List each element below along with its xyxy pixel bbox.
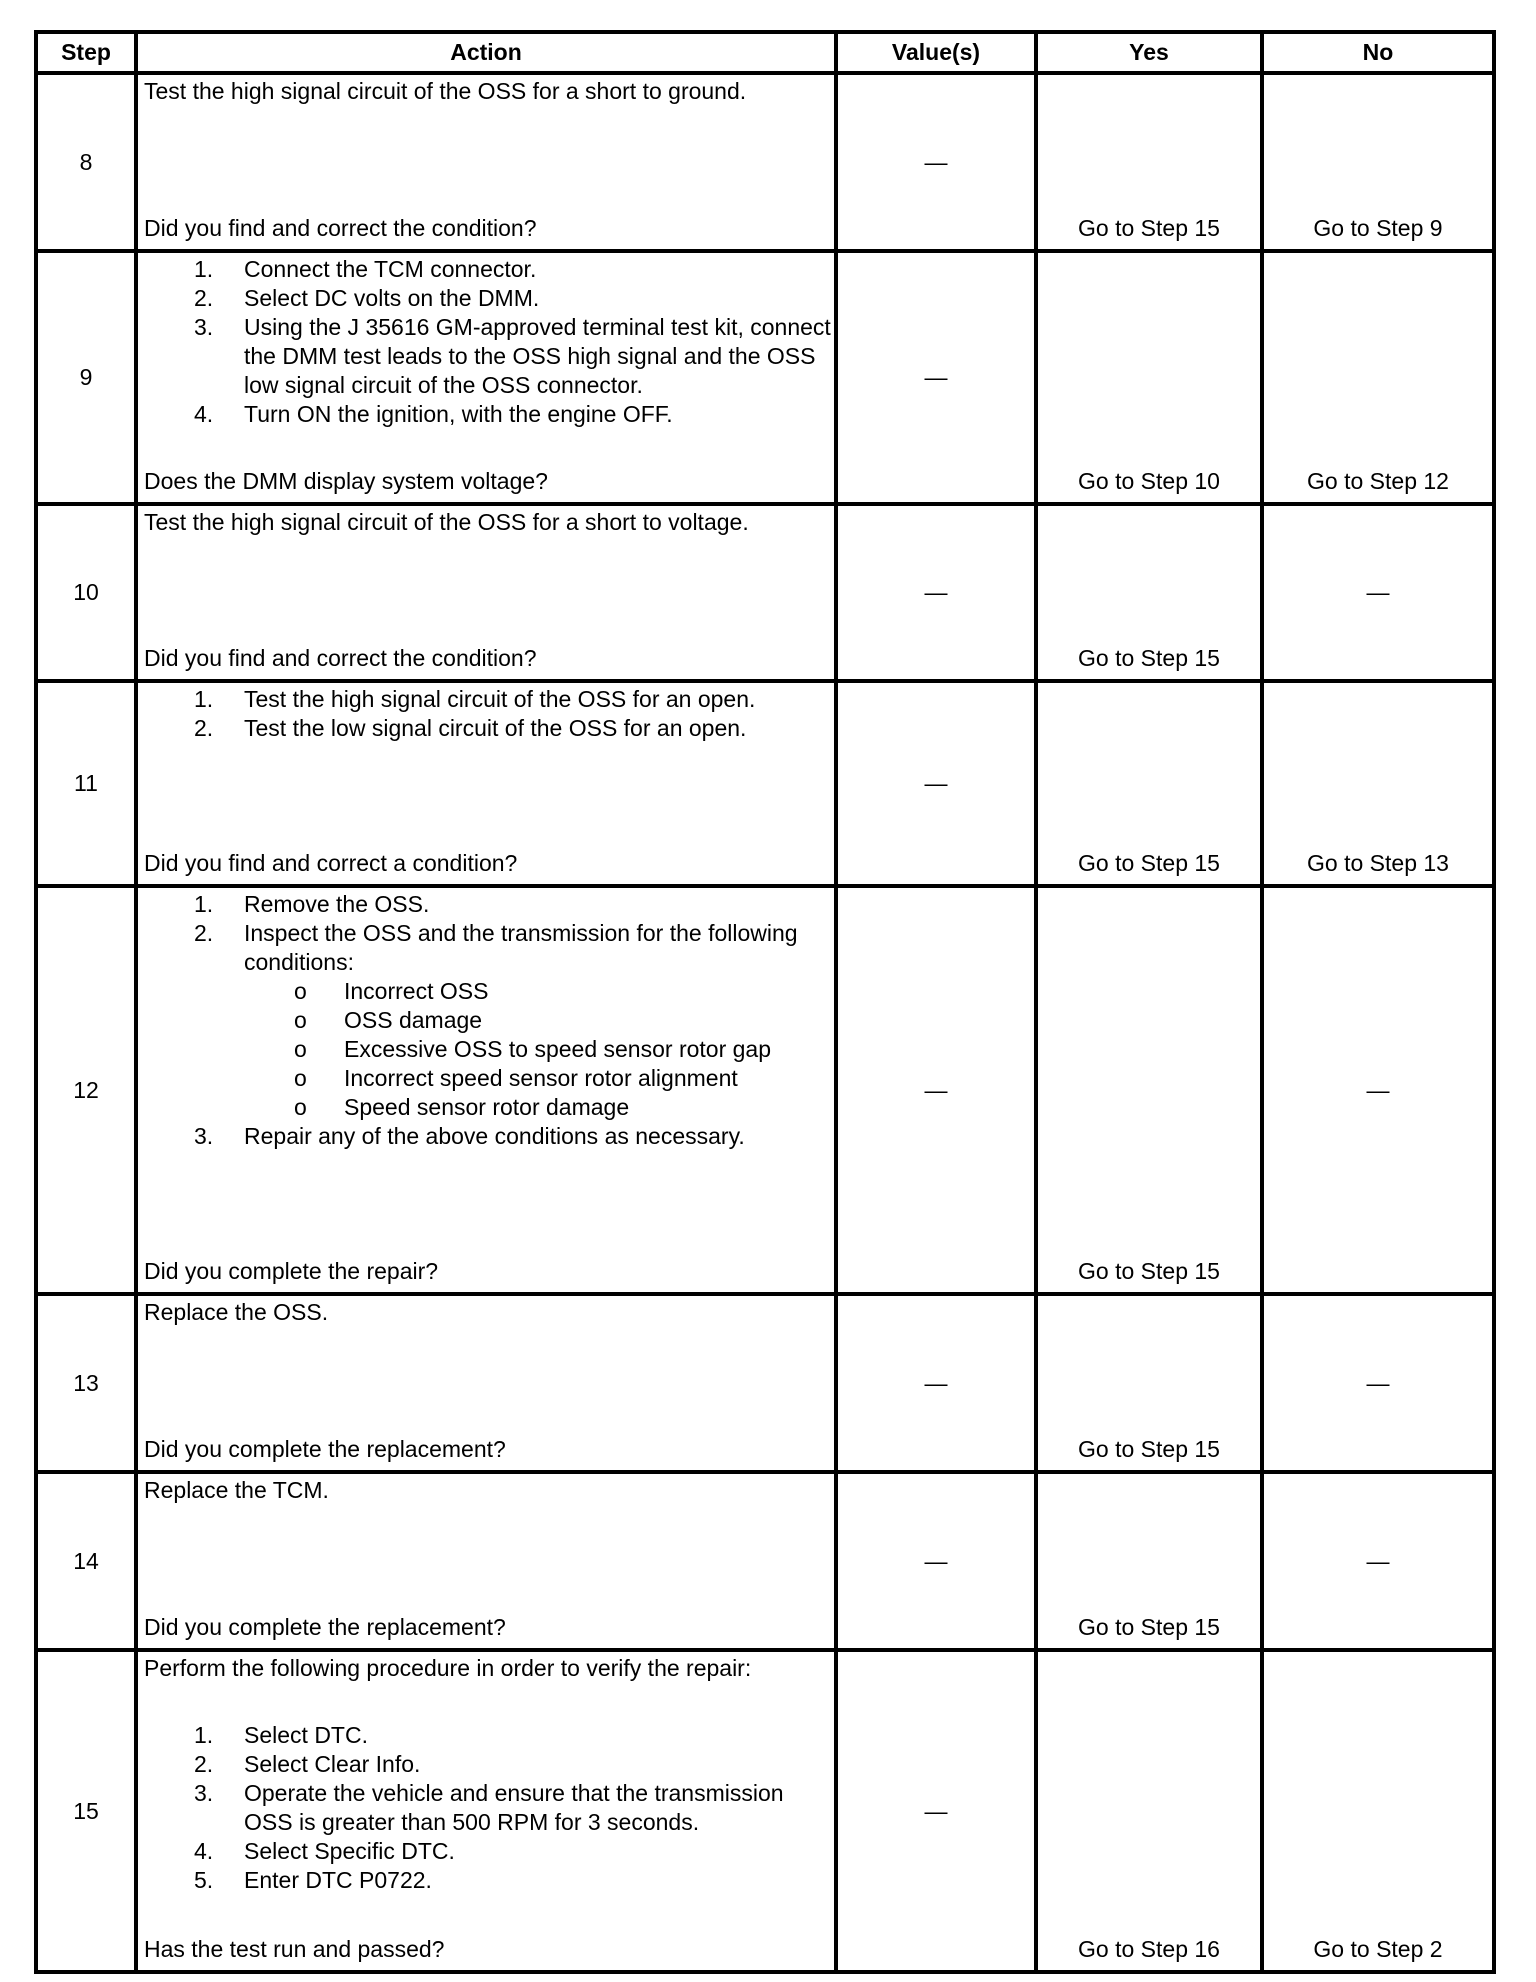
action-question: Did you complete the repair?	[144, 1258, 439, 1284]
step-number: 15	[36, 1650, 136, 1972]
list-item: 1. Connect the TCM connector.	[194, 256, 537, 282]
list-item: o Speed sensor rotor damage	[294, 1094, 630, 1120]
yes-result: Go to Step 16	[1078, 1936, 1220, 1962]
list-item: 4. Turn ON the ignition, with the engine OFF.	[194, 401, 673, 427]
value-cell: —	[836, 1294, 1036, 1472]
step-number: 13	[36, 1294, 136, 1472]
action-question: Did you find and correct the condition?	[144, 215, 537, 241]
header-values: Value(s)	[836, 32, 1036, 73]
table-row	[36, 1294, 1494, 1472]
yes-result: Go to Step 15	[1078, 645, 1220, 671]
list-item: o Incorrect speed sensor rotor alignment	[294, 1065, 738, 1091]
value-cell: —	[836, 886, 1036, 1294]
list-item: 2. Test the low signal circuit of the OSS for an open.	[194, 715, 747, 741]
action-steps	[144, 890, 834, 1151]
yes-result: Go to Step 15	[1078, 850, 1220, 876]
action-steps	[144, 685, 834, 743]
action-text: Replace the OSS.	[144, 1299, 329, 1325]
action-steps	[144, 1721, 834, 1895]
value-cell: —	[836, 1472, 1036, 1650]
step-number: 12	[36, 886, 136, 1294]
action-text: Perform the following procedure in order to verify the repair:	[144, 1655, 752, 1681]
value-cell: —	[836, 1650, 1036, 1972]
action-question: Did you complete the replacement?	[144, 1614, 506, 1640]
header-row	[36, 32, 1494, 73]
table-row	[36, 73, 1494, 251]
action-steps	[144, 255, 834, 429]
header-step: Step	[36, 32, 136, 73]
table-row	[36, 886, 1494, 1294]
yes-result: Go to Step 10	[1078, 468, 1220, 494]
action-question: Did you complete the replacement?	[144, 1436, 506, 1462]
no-result: —	[1262, 1294, 1494, 1472]
yes-result: Go to Step 15	[1078, 1436, 1220, 1462]
table-row	[36, 251, 1494, 504]
header-no: No	[1262, 32, 1494, 73]
list-item: 2. Inspect the OSS and the transmission for the following conditions: o Incorrect OSS o OSS damage o Excessive OSS to speed sensor rotor gap o Incorrect speed sensor rotor alignment o Speed sensor rotor damage	[144, 919, 834, 1122]
list-item: 4. Select Specific DTC.	[194, 1838, 455, 1864]
condition-list	[244, 977, 834, 1122]
list-item: o OSS damage	[294, 1007, 483, 1033]
list-item: 3. Repair any of the above conditions as necessary.	[194, 1123, 745, 1149]
list-item: 5. Enter DTC P0722.	[194, 1867, 432, 1893]
list-item: 3. Using the J 35616 GM-approved terminal test kit, connect the DMM test leads to the OSS high signal and the OSS low signal circuit of the OSS connector.	[194, 314, 831, 398]
action-text: Test the high signal circuit of the OSS for a short to ground.	[144, 78, 747, 104]
step-number: 14	[36, 1472, 136, 1650]
yes-result: Go to Step 15	[1078, 215, 1220, 241]
diagnostic-table	[34, 30, 1496, 1974]
header-action: Action	[136, 32, 836, 73]
yes-result: Go to Step 15	[1078, 1258, 1220, 1284]
no-result: Go to Step 9	[1313, 215, 1443, 241]
no-result: —	[1262, 886, 1494, 1294]
no-result: —	[1262, 504, 1494, 681]
list-item: 1. Select DTC.	[194, 1722, 368, 1748]
table-row	[36, 681, 1494, 886]
no-result: Go to Step 2	[1313, 1936, 1443, 1962]
value-cell: —	[836, 73, 1036, 251]
list-item: 3. Operate the vehicle and ensure that the transmission OSS is greater than 500 RPM for 3 seconds.	[194, 1780, 784, 1835]
no-result: Go to Step 12	[1307, 468, 1449, 494]
no-result: —	[1262, 1472, 1494, 1650]
action-text: Test the high signal circuit of the OSS for a short to voltage.	[144, 509, 749, 535]
list-item: 2. Select Clear Info.	[194, 1751, 421, 1777]
action-question: Did you find and correct a condition?	[144, 850, 518, 876]
header-yes: Yes	[1036, 32, 1262, 73]
step-number: 9	[36, 251, 136, 504]
list-item: 2. Select DC volts on the DMM.	[194, 285, 540, 311]
value-cell: —	[836, 504, 1036, 681]
action-question: Has the test run and passed?	[144, 1936, 445, 1962]
list-item: 1. Test the high signal circuit of the OSS for an open.	[194, 686, 756, 712]
value-cell: —	[836, 251, 1036, 504]
table-row	[36, 504, 1494, 681]
action-text: Replace the TCM.	[144, 1477, 329, 1503]
step-number: 11	[36, 681, 136, 886]
step-number: 10	[36, 504, 136, 681]
action-question: Does the DMM display system voltage?	[144, 468, 548, 494]
step-number: 8	[36, 73, 136, 251]
table-row	[36, 1472, 1494, 1650]
yes-result: Go to Step 15	[1078, 1614, 1220, 1640]
list-item: o Excessive OSS to speed sensor rotor gap	[294, 1036, 771, 1062]
list-item: 1. Remove the OSS.	[194, 891, 430, 917]
no-result: Go to Step 13	[1307, 850, 1449, 876]
action-question: Did you find and correct the condition?	[144, 645, 537, 671]
value-cell: —	[836, 681, 1036, 886]
list-item: o Incorrect OSS	[294, 978, 489, 1004]
table-row	[36, 1650, 1494, 1972]
